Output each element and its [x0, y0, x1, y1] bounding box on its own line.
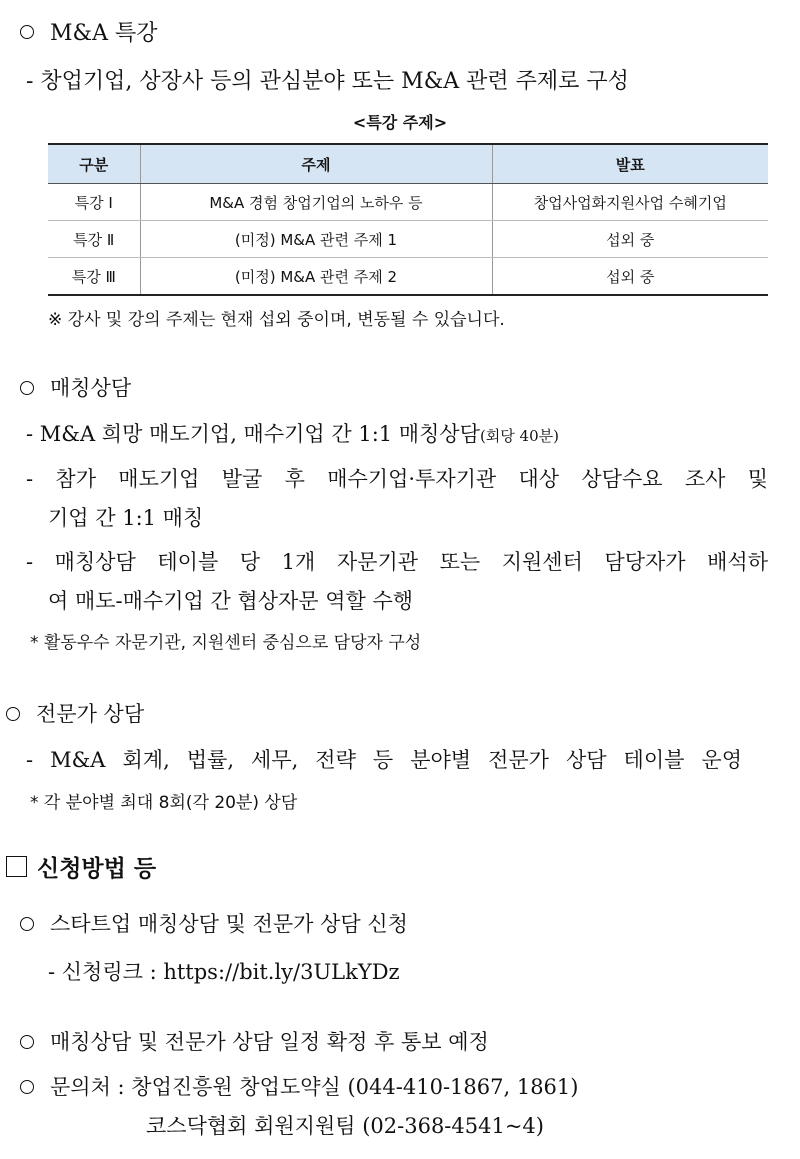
- table-cell: 특강 Ⅲ: [48, 258, 140, 296]
- apply-item-text: 스타트업 매칭상담 및 전문가 상담 신청: [50, 912, 408, 936]
- table-caption: <특강 주제>: [352, 113, 448, 132]
- column-header: 발표: [492, 144, 768, 184]
- section-ma-lecture-heading: [20, 16, 158, 47]
- ma-lecture-description: - 창업기업, 상장사 등의 관심분야 또는 M&A 관련 주제로 구성: [26, 69, 629, 94]
- matching-item-duration: (회당 40분): [479, 427, 559, 445]
- lecture-topics-table: [48, 143, 768, 296]
- matching-item-2-line-1: - 참가 매도기업 발굴 후 매수기업·투자기관 대상 상담수요 조사 및: [26, 467, 768, 491]
- circle-bullet-icon: [20, 1080, 34, 1094]
- table-cell: 특강 Ⅰ: [48, 184, 140, 221]
- matching-item-2-line-2: 기업 간 1:1 매칭: [48, 506, 204, 530]
- section-title: M&A 특강: [50, 21, 158, 46]
- apply-link-line: - 신청링크 : https://bit.ly/3ULkYDz: [48, 960, 400, 984]
- apply-item: [20, 908, 408, 938]
- table-cell: 섭외 중: [492, 221, 768, 258]
- notice-text: 매칭상담 및 전문가 상담 일정 확정 후 통보 예정: [50, 1030, 489, 1054]
- circle-bullet-icon: [20, 381, 34, 395]
- column-header: 구분: [48, 144, 140, 184]
- notice-item: [20, 1026, 489, 1056]
- matching-note: * 활동우수 자문기관, 지원센터 중심으로 담당자 구성: [30, 633, 422, 653]
- table-row: [48, 221, 768, 258]
- table-cell: 섭외 중: [492, 258, 768, 296]
- contact-item: [20, 1071, 578, 1101]
- section-matching-heading: [20, 372, 131, 402]
- expert-note: * 각 분야별 최대 8회(각 20분) 상담: [30, 793, 298, 813]
- table-row: [48, 184, 768, 221]
- circle-bullet-icon: [20, 1035, 34, 1049]
- square-bullet-icon: [6, 856, 27, 877]
- matching-item-3-line-2: 여 매도-매수기업 간 협상자문 역할 수행: [48, 589, 414, 613]
- table-cell: M&A 경험 창업기업의 노하우 등: [140, 184, 492, 221]
- circle-bullet-icon: [20, 25, 34, 39]
- section-title: 매칭상담: [50, 376, 132, 400]
- matching-item-text: - M&A 희망 매도기업, 매수기업 간 1:1 매칭상담: [26, 422, 480, 446]
- contact-line-1: 문의처 : 창업진흥원 창업도약실 (044-410-1867, 1861): [50, 1075, 579, 1099]
- table-row: [48, 258, 768, 296]
- table-cell: 특강 Ⅱ: [48, 221, 140, 258]
- section-title: 신청방법 등: [37, 856, 157, 882]
- matching-item-1: [26, 418, 559, 448]
- table-cell: (미정) M&A 관련 주제 2: [140, 258, 492, 296]
- column-header: 주제: [140, 144, 492, 184]
- ma-lecture-note: ※ 강사 및 강의 주제는 현재 섭외 중이며, 변동될 수 있습니다.: [48, 310, 505, 330]
- circle-bullet-icon: [6, 707, 20, 721]
- table-cell: 창업사업화지원사업 수혜기업: [492, 184, 768, 221]
- table-cell: (미정) M&A 관련 주제 1: [140, 221, 492, 258]
- section-title: 전문가 상담: [36, 702, 145, 726]
- circle-bullet-icon: [20, 917, 34, 931]
- matching-item-3-line-1: - 매칭상담 테이블 당 1개 자문기관 또는 지원센터 담당자가 배석하: [26, 550, 768, 574]
- section-apply-heading: [6, 850, 156, 883]
- section-expert-heading: [6, 698, 144, 728]
- contact-line-2: 코스닥협회 회원지원팀 (02-368-4541~4): [146, 1114, 544, 1138]
- expert-item-1: - M&A 회계, 법률, 세무, 전략 등 분야별 전문가 상담 테이블 운영: [26, 748, 742, 772]
- table-header-row: [48, 144, 768, 184]
